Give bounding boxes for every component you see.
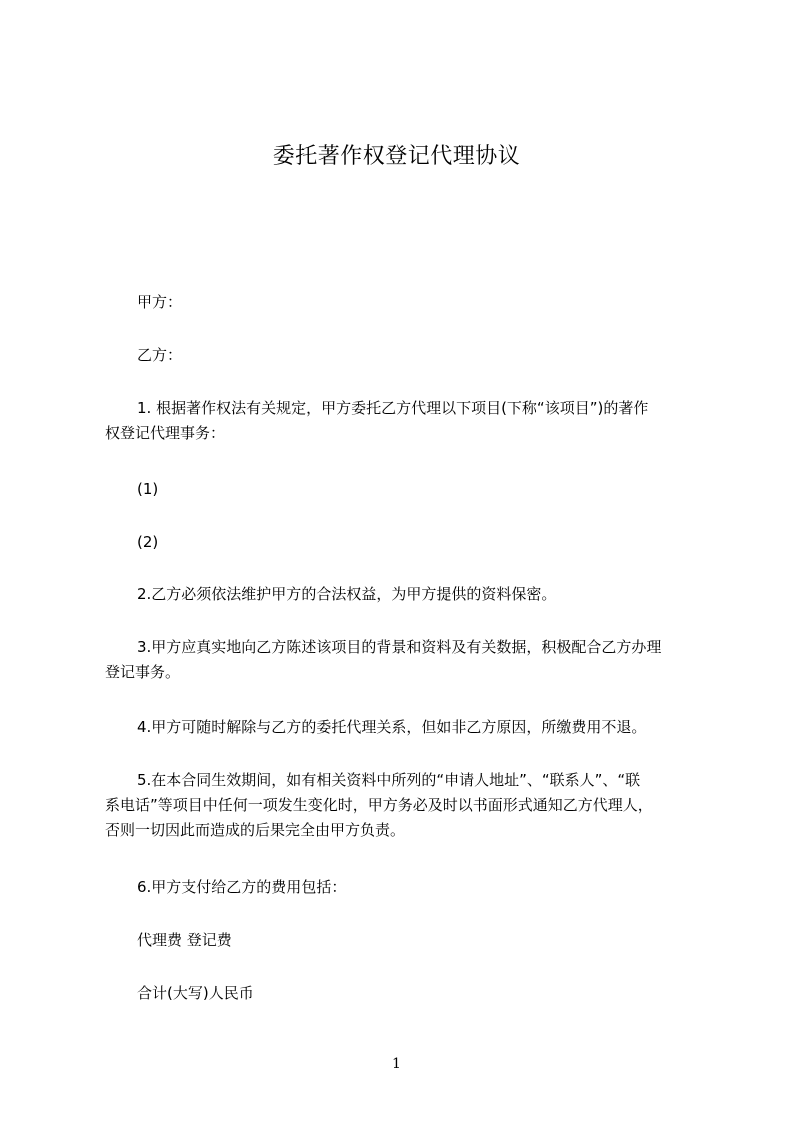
- clause-3-line-2: 登记事务。: [105, 663, 181, 681]
- party-a-line: 甲方：: [137, 293, 183, 311]
- clause-5-line-1: 5.在本合同生效期间，如有相关资料中所列的“申请人地址”、“联系人”、“联: [137, 771, 641, 789]
- page-number: 1: [392, 1056, 401, 1072]
- total-line: 合计(大写)人民币: [137, 984, 254, 1002]
- clause-1-line-2: 权登记代理事务：: [105, 424, 226, 442]
- clause-4: 4.甲方可随时解除与乙方的委托代理关系，但如非乙方原因，所缴费用不退。: [137, 718, 647, 736]
- clause-3-line-1: 3.甲方应真实地向乙方陈述该项目的背景和资料及有关数据，积极配合乙方办理: [137, 638, 662, 656]
- clause-6: 6.甲方支付给乙方的费用包括：: [137, 878, 347, 896]
- party-b-line: 乙方：: [137, 346, 183, 364]
- clause-3: [105, 635, 715, 685]
- clause-5-line-3: 否则一切因此而造成的后果完全由甲方负责。: [105, 821, 406, 839]
- document-title: 委托著作权登记代理协议: [272, 144, 521, 169]
- clause-5: [105, 768, 715, 843]
- fees-line: 代理费 登记费: [137, 931, 232, 949]
- clause-5-line-2: 系电话”等项目中任何一项发生变化时，甲方务必及时以书面形式通知乙方代理人，: [105, 796, 653, 814]
- clause-1: [105, 396, 715, 446]
- item-1: (1): [137, 480, 159, 498]
- item-2: (2): [137, 533, 159, 551]
- clause-1-line-1: 1. 根据著作权法有关规定，甲方委托乙方代理以下项目(下称“该项目”)的著作: [137, 399, 649, 417]
- clause-2: 2.乙方必须依法维护甲方的合法权益，为甲方提供的资料保密。: [137, 585, 557, 603]
